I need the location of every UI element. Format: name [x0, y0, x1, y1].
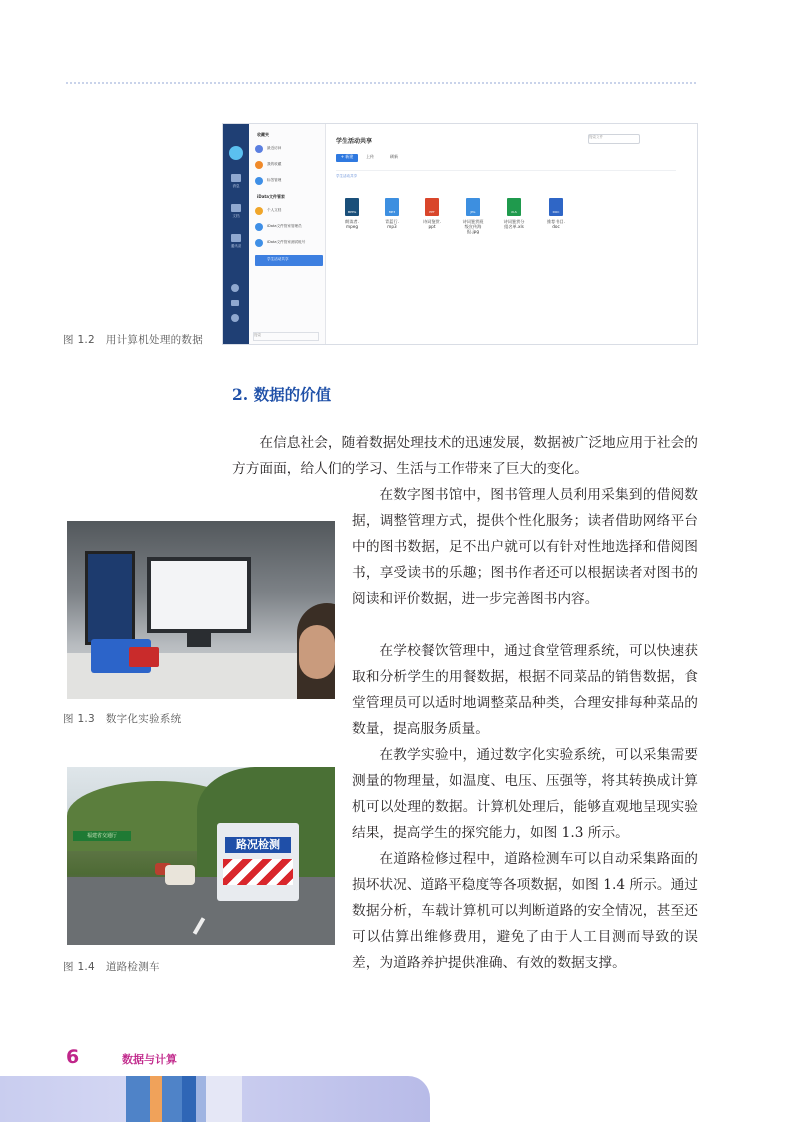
- file-item: XLS 诗词鉴赏分 组名单.xls: [498, 198, 530, 229]
- folder-title: 学生活动共享: [336, 138, 373, 145]
- sidebar-item: iData文件管家测试帐号: [255, 238, 323, 249]
- presentation-file-icon: PPT: [425, 198, 439, 216]
- word-file-icon: DOC: [549, 198, 563, 216]
- sidebar-heading: 收藏夹: [257, 132, 269, 137]
- contacts-icon: [231, 234, 241, 242]
- app-nav-rail: [223, 124, 249, 344]
- sidebar-heading: iData文件管家: [257, 194, 286, 199]
- road-sign: 福建省交通厅: [73, 831, 131, 841]
- header-rule: [66, 82, 696, 84]
- new-button: + 新建: [336, 154, 358, 162]
- car: [165, 865, 195, 885]
- paragraph: 在信息社会，随着数据处理技术的迅速发展，数据被广泛地应用于社会的方方面面，给人们的学习、生活与工作带来了巨大的变化。: [232, 435, 698, 477]
- upload-button: 上传: [366, 154, 374, 159]
- file-item: PPT 诗词鉴赏. ppt: [416, 198, 448, 229]
- monitor: [85, 551, 135, 645]
- app-main-pane: [326, 124, 697, 344]
- paragraph: 在数字图书馆中，图书管理人员利用采集到的借阅数据，调整管理方式，提供个性化服务；读者借助网络平台中的图书数据，足不出户就可以有针对性地选择和借阅图书，享受读书的乐趣；图书作者还可以根据读者对图书的阅读和评价数据，进一步完善图书内容。: [352, 487, 698, 607]
- figure-caption: 图 1.2 用计算机处理的数据: [63, 334, 204, 346]
- book-title: 数据与计算: [122, 1053, 177, 1066]
- truck-label: 路况检测: [225, 837, 291, 853]
- monitor: [147, 557, 251, 633]
- search-box: 搜索文件: [588, 134, 640, 144]
- audio-file-icon: MP3: [385, 198, 399, 216]
- clock-icon: [255, 145, 263, 153]
- rail-label: 消息: [232, 184, 240, 188]
- sidebar-item: 我的收藏: [255, 160, 323, 171]
- tag-icon: [255, 177, 263, 185]
- refresh-button: 刷新: [390, 154, 398, 159]
- rail-label: 文档: [232, 214, 240, 218]
- figure-1-2-screenshot: [222, 123, 698, 345]
- folder-icon: [255, 239, 263, 247]
- paragraph: 在教学实验中，通过数字化实验系统，可以采集需要测量的物理量，如温度、电压、压强等，将其转换成计算机可以处理的数据。计算机处理后，能够直观地呈现实验结果，提高学生的探究能力，如图 1.3 所示。: [352, 747, 698, 841]
- sidebar-item: iData文件管家管理员: [255, 222, 323, 233]
- paragraph: 在学校餐饮管理中，通过食堂管理系统，可以快速获取和分析学生的用餐数据，根据不同菜品的销售数据，食堂管理员可以适时地调整菜品种类，合理安排每种菜品的数量，提高服务质量。: [352, 643, 698, 737]
- sidebar-item: 个人文档: [255, 206, 323, 217]
- inspection-truck: [217, 823, 299, 901]
- sidebar-item: 标签管理: [255, 176, 323, 187]
- help-icon: [231, 314, 239, 322]
- app-sidebar: [249, 124, 326, 344]
- file-item: JPG 诗词鉴赏班 级宣传海 报.jpg: [457, 198, 489, 234]
- folder-icon: [255, 223, 263, 231]
- video-file-icon: MPEG: [345, 198, 359, 216]
- file-item: DOC 推荐书目. doc: [540, 198, 572, 229]
- mail-icon: [231, 300, 239, 306]
- message-icon: [231, 174, 241, 182]
- star-icon: [255, 161, 263, 169]
- paragraph: 在道路检修过程中，道路检测车可以自动采集路面的损坏状况、道路平稳度等各项数据，如图 1.4 所示。通过数据分析，车载计算机可以判断道路的安全情况，甚至还可以估算出维修费用，避免了由于人工目测而导致的误差，为道路养护提供准确、有效的数据支撑。: [352, 851, 698, 971]
- footer-band: [0, 1076, 430, 1122]
- file-item: MPEG 朗读者. mpeg: [336, 198, 368, 229]
- figure-1-3-photo: [67, 521, 335, 699]
- spreadsheet-file-icon: XLS: [507, 198, 521, 216]
- document-icon: [231, 204, 241, 212]
- sidebar-item-selected: 学生活动共享: [255, 255, 323, 266]
- sidebar-item: 最近访问: [255, 144, 323, 155]
- folder-icon: [255, 207, 263, 215]
- file-item: MP3 青蓝行. mp3: [376, 198, 408, 229]
- breadcrumb: 学生活动共享: [336, 170, 676, 184]
- sidebar-search: 搜索: [253, 332, 319, 341]
- section-title: 2. 数据的价值: [232, 385, 332, 404]
- image-file-icon: JPG: [466, 198, 480, 216]
- settings-icon: [231, 284, 239, 292]
- experiment-kit: [129, 647, 159, 667]
- figure-caption: 图 1.3 数字化实验系统: [63, 713, 182, 725]
- figure-1-4-photo: [67, 767, 335, 945]
- rail-label: 通讯录: [230, 244, 242, 248]
- avatar: [229, 146, 243, 160]
- figure-caption: 图 1.4 道路检测车: [63, 961, 160, 973]
- page-number: 6: [66, 1046, 80, 1068]
